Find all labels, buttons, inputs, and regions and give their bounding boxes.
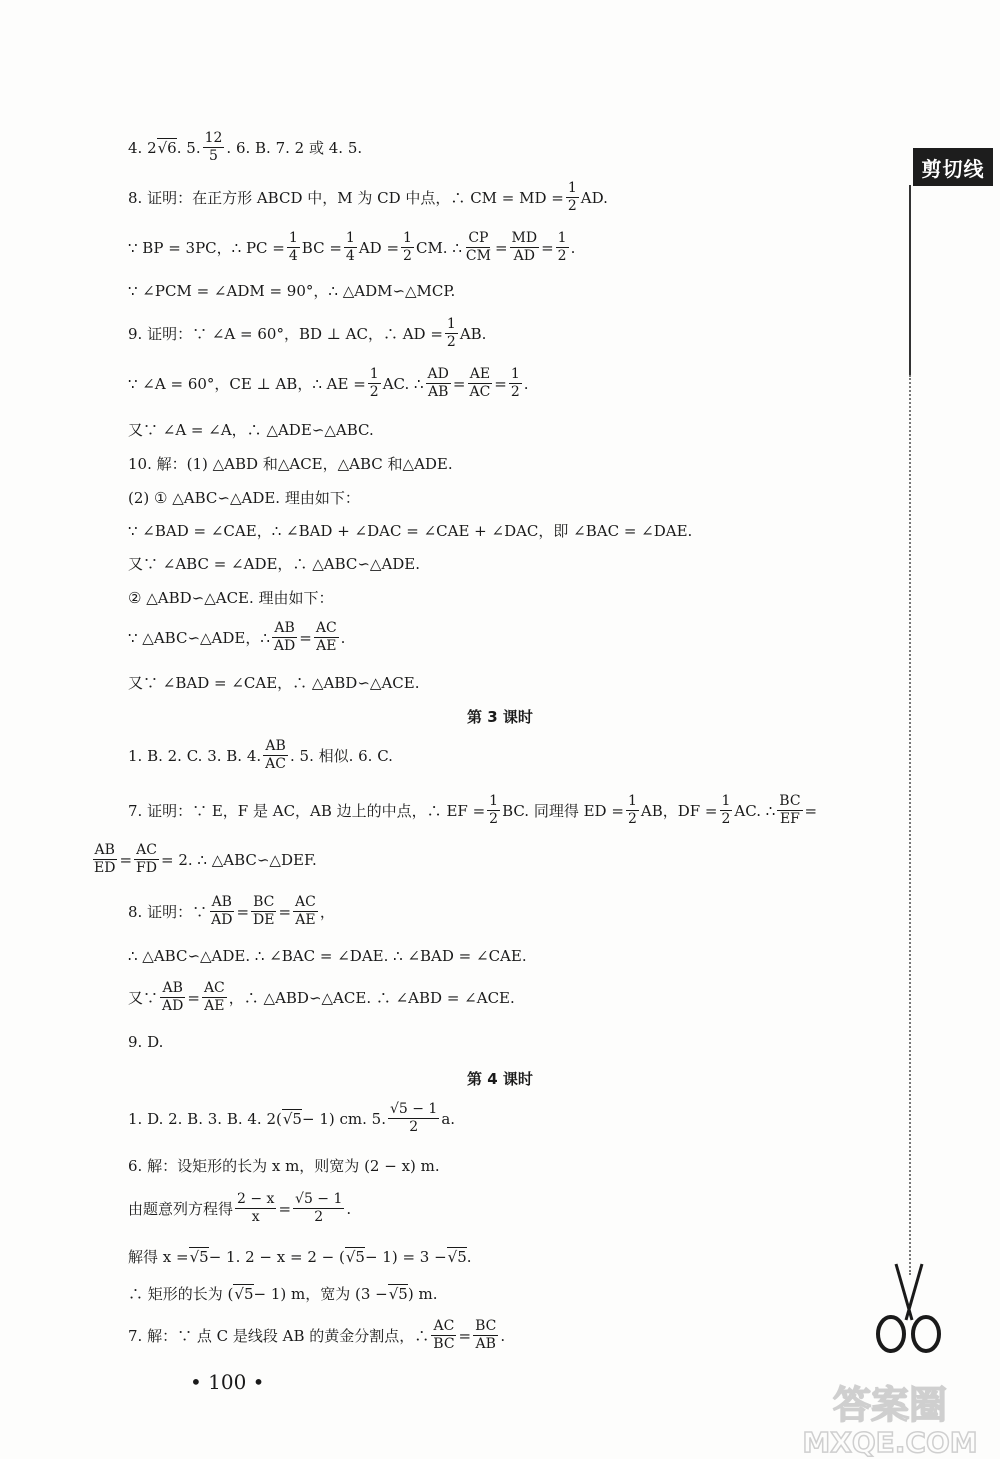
answer-line-23: 6. 解：设矩形的长为 x m，则宽为 (2 − x) m.	[128, 1157, 440, 1175]
text: =	[494, 374, 507, 393]
fraction: $\frac{1}{2}$	[446, 316, 456, 350]
text: AB.	[459, 324, 487, 343]
text: 1. D. 2. B. 3. B. 4. 2(	[128, 1109, 282, 1128]
answer-line-14: 又∵ ∠BAD = ∠CAE，∴ △ABD∽△ACE.	[128, 674, 420, 692]
text: ∵ ∠A = 60°，CE ⊥ AB，∴ AE =	[128, 375, 366, 393]
answer-line-5	[128, 316, 486, 351]
text: 4. 2	[128, 138, 157, 157]
fraction: $\frac{AB}{AD}$	[162, 980, 184, 1014]
sqrt: √5	[447, 1248, 467, 1266]
fraction: $\frac{AB}{AC}$	[265, 738, 286, 772]
text: .	[570, 238, 576, 257]
answer-line-12: ② △ABD∽△ACE. 理由如下：	[128, 589, 334, 607]
fraction: $\frac{1}{2}$	[627, 793, 637, 827]
text: ∵ BP = 3PC，∴ PC =	[128, 239, 285, 257]
fraction: $\frac{AC}{AE}$	[315, 620, 337, 654]
answer-line-10: ∵ ∠BAD = ∠CAE，∴ ∠BAD + ∠DAC = ∠CAE + ∠DAC，即 ∠BAC = ∠DAE.	[128, 522, 693, 540]
fraction: $\frac{1}{2}$	[567, 180, 577, 214]
watermark-text: 答案圈	[832, 1383, 948, 1427]
text: AD.	[580, 188, 608, 207]
answer-line-6	[128, 366, 529, 401]
fraction: $\frac{BC}{DE}$	[253, 894, 275, 928]
section-title-lesson-3: 第 3 课时	[467, 708, 533, 726]
text: ) m.	[407, 1284, 438, 1303]
fraction: $\frac{AC}{BC}$	[433, 1318, 455, 1352]
text: =	[452, 374, 466, 393]
text: =	[804, 801, 818, 820]
fraction: $\frac{MD}{AD}$	[511, 230, 538, 264]
text: =	[458, 1326, 472, 1345]
fraction: $\frac{AB}{ED}$	[94, 842, 116, 876]
answer-line-15	[128, 738, 393, 773]
text: − 1. 2 − x = 2 − (	[208, 1247, 345, 1266]
answer-line-17	[90, 842, 317, 877]
sqrt: √5	[388, 1285, 408, 1303]
fraction: $\frac{1}{2}$	[510, 366, 520, 400]
answer-line-4: ∵ ∠PCM = ∠ADM = 90°，∴ △ADM∽△MCP.	[128, 282, 456, 300]
fraction: $\frac{1}{4}$	[288, 230, 298, 264]
text: − 1) m，宽为 (3 −	[253, 1285, 388, 1303]
fraction: $\frac{BC}{AB}$	[475, 1318, 497, 1352]
fraction: $\frac{1}{2}$	[369, 366, 379, 400]
fraction: $\frac{1}{2}$	[403, 230, 412, 264]
text: =	[278, 902, 292, 921]
fraction: $\frac{1}{2}$	[489, 793, 499, 827]
text: . 5.	[176, 138, 201, 157]
sqrt: √5	[345, 1248, 365, 1266]
text: CM. ∴	[415, 238, 462, 257]
text: . 5. 相似. 6. C.	[289, 747, 393, 765]
text: .	[523, 374, 529, 393]
text: ，∴ △ABD∽△ACE. ∴ ∠ABD = ∠ACE.	[228, 989, 515, 1007]
text: 由题意列方程得	[128, 1200, 234, 1218]
fraction: $\frac{1}{2}$	[721, 793, 731, 827]
answer-line-26	[128, 1283, 437, 1304]
text: =	[541, 238, 554, 257]
fraction: $\frac{1}{2}$	[557, 230, 567, 264]
text: ，	[319, 903, 335, 921]
text: 8. 证明：∵	[128, 903, 208, 921]
cut-line-label: 剪切线	[913, 148, 993, 186]
section-title-lesson-4: 第 4 课时	[467, 1070, 533, 1088]
page-number: • 100 •	[190, 1370, 265, 1394]
fraction: $\frac{AC}{FD}$	[136, 842, 157, 876]
watermark-url: MXQE.COM	[802, 1426, 978, 1459]
answer-line-13	[128, 620, 345, 655]
text: =	[494, 238, 508, 257]
fraction: $\frac{BC}{EF}$	[779, 793, 801, 827]
answer-line-20	[128, 980, 515, 1015]
text: AD =	[358, 238, 400, 257]
text: .	[500, 1326, 506, 1345]
text: AC. ∴	[734, 801, 776, 820]
text: =	[299, 628, 312, 647]
text: =	[236, 902, 250, 921]
cut-line-dotted	[909, 375, 911, 1275]
answer-line-18	[128, 894, 335, 929]
cut-line-solid	[909, 185, 911, 375]
answer-line-8: 10. 解：(1) △ABD 和△ACE，△ABC 和△ADE.	[128, 455, 453, 473]
answer-line-19: ∴ △ABC∽△ADE. ∴ ∠BAC = ∠DAE. ∴ ∠BAD = ∠CAE.	[128, 947, 527, 965]
fraction: $\frac{AB}{AD}$	[273, 620, 296, 654]
text: = 2. ∴ △ABC∽△DEF.	[160, 850, 317, 869]
text: ∵ △ABC∽△ADE，∴	[128, 629, 270, 647]
fraction: $\frac{2 - x}{x}$	[237, 1191, 275, 1225]
text: .	[346, 1199, 352, 1218]
fraction: $\frac{AB}{AD}$	[211, 894, 233, 928]
fraction: $\frac{AD}{AB}$	[427, 366, 449, 400]
sqrt: √5	[282, 1110, 302, 1128]
fraction: $\frac{AC}{AE}$	[295, 894, 316, 928]
answer-line-22	[128, 1101, 455, 1136]
fraction: $\frac{12}{5}$	[204, 130, 223, 164]
answer-line-24	[128, 1191, 351, 1226]
text: =	[187, 988, 200, 1007]
text: =	[119, 850, 133, 869]
watermark-logo	[770, 1370, 1000, 1459]
text: =	[278, 1199, 292, 1218]
text: BC. 同理得 ED =	[502, 802, 624, 820]
fraction: $\frac{1}{4}$	[345, 230, 355, 264]
text: 1. B. 2. C. 3. B. 4.	[128, 746, 262, 765]
text: 解得 x =	[128, 1248, 189, 1266]
fraction: $\frac{√5 - 1}{2}$	[295, 1191, 343, 1225]
fraction: $\frac{AC}{AE}$	[203, 980, 225, 1014]
scissors-icon	[872, 1262, 944, 1354]
text: . 6. B. 7. 2 或 4. 5.	[226, 139, 363, 157]
text: − 1) = 3 −	[364, 1247, 447, 1266]
answer-line-9: (2) ① △ABC∽△ADE. 理由如下：	[128, 489, 360, 507]
text: − 1) cm. 5.	[301, 1109, 386, 1128]
answer-line-11: 又∵ ∠ABC = ∠ADE，∴ △ABC∽△ADE.	[128, 555, 421, 573]
text: 9. 证明：∵ ∠A = 60°，BD ⊥ AC，∴ AD =	[128, 325, 443, 343]
text: .	[340, 628, 346, 647]
sqrt: √5	[189, 1248, 209, 1266]
fraction: $\frac{√5 - 1}{2}$	[389, 1101, 438, 1135]
sqrt: √6	[157, 139, 177, 157]
text: 又∵	[128, 989, 159, 1007]
answer-line-16	[128, 793, 817, 828]
answer-line-27	[128, 1318, 505, 1353]
text: 8. 证明：在正方形 ABCD 中，M 为 CD 中点，∴ CM = MD =	[128, 189, 564, 207]
text: .	[466, 1247, 472, 1266]
fraction: $\frac{AE}{AC}$	[469, 366, 491, 400]
text: 7. 解：∵ 点 C 是线段 AB 的黄金分割点，∴	[128, 1327, 430, 1345]
answer-line-7: 又∵ ∠A = ∠A，∴ △ADE∽△ABC.	[128, 421, 374, 439]
text: AC. ∴	[382, 374, 424, 393]
text: 7. 证明：∵ E，F 是 AC，AB 边上的中点，∴ EF =	[128, 802, 486, 820]
answer-line-25	[128, 1246, 472, 1267]
answer-line-3	[128, 230, 575, 265]
text: BC =	[301, 238, 342, 257]
answer-line-21: 9. D.	[128, 1033, 164, 1051]
answer-line-2	[128, 180, 608, 215]
text: AB，DF =	[640, 802, 718, 820]
text: a.	[441, 1109, 456, 1128]
fraction: $\frac{CP}{CM}$	[465, 230, 491, 264]
text: ∴ 矩形的长为 (	[128, 1285, 234, 1303]
sqrt: √5	[234, 1285, 254, 1303]
answer-line-1	[128, 130, 362, 165]
